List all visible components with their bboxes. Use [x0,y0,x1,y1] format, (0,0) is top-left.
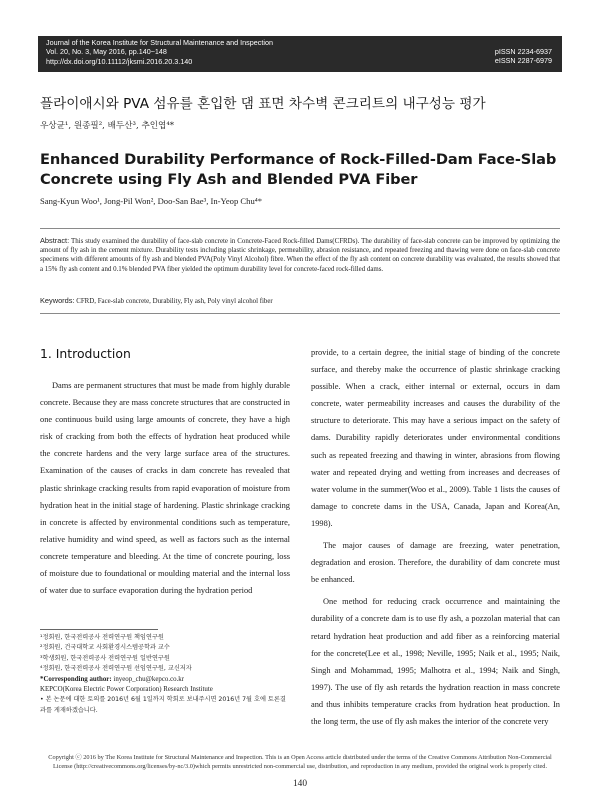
journal-info [46,38,273,66]
body-paragraph: One method for reducing crack occurrence and maintaining the durability of a concrete dam is to use fly ash, a pozzolan material that can retard hydration heat production and add fiber as a reinforcing material for the concrete(Lee et al., 1998; Neville, 1995; Naik et al., 1995; Naik, Singh and Mohammad, 1995; Malhotra et al., 1994; Naik and Singh, 1997). The use of fly ash retards the hydration reaction in mass concrete and thus inhibits temperature cracks from hydration heat production. In the long term, the use of fly ash makes the interior of the concrete very [311,597,560,726]
issn-block [495,47,552,66]
discussion-note: • 본 논문에 대한 토의를 2016년 6월 1일까지 학회로 보내주시면 2016년 7월 호에 토론결과를 게재하겠습니다. [40,696,286,714]
body-paragraph: provide, to a certain degree, the initial stage of binding of the concrete surface, and thereby make the occurrence of plastic shrinkage cracking possible. When a crack, either internal or external, occurs in dam concrete, water permeability increases and causes the durability of the structure to deteriorate. This may have a serious impact on the safety of dams. Durability rapidly deteriorates under environmental conditions such as repeated freezing and thawing in winter, abrasions from flowing water and repeated drying and wetting from increases and decreases of water volume in the summer(Woo et al., 2009). Table 1 lists the causes of damage to concrete dams in the USA, Canada, Japan and Korea(An, 1998). [311,348,560,528]
left-column [40,377,290,599]
body-paragraph: The major causes of damage are freezing, water penetration, degradation and erosion. Therefore, the durability of dam concrete must be enhanced. [311,541,560,585]
english-authors: Sang-Kyun Woo¹, Jong-Pil Won², Doo-San Bae³, In-Yeop Chu⁴* [40,196,263,206]
corresponding-email[interactable]: inyeop_chu@kepco.co.kr [113,675,185,683]
keywords [40,296,560,305]
footnote-4: ⁴정회원, 한국전력공사 전력연구원 선임연구원, 교신저자 [40,665,192,673]
keywords-text: CFRD, Face-slab concrete, Durability, Fly ash, Poly vinyl alcohol fiber [76,298,273,305]
journal-header [38,36,562,72]
abstract [40,236,560,274]
footnotes [40,633,290,716]
copyright-notice: Copyright ⓒ 2016 by The Korea Institute for Structural Maintenance and Inspection. This is an Open Access article distributed under the terms of the Creative Commons Attribution Non-Commercial License (http://creativecommons.org/licenses/by-nc/3.0)which permits unrestricted non-commercial use, distribution, and reproduction in any medium, provided the original work is properly cited. [48,754,552,771]
section-heading: 1. Introduction [40,346,131,361]
corresponding-author [40,675,290,685]
right-column [311,344,560,730]
keywords-label: Keywords: [40,296,75,305]
page-number: 140 [292,779,308,789]
journal-name: Journal of the Korea Institute for Structural Maintenance and Inspection [46,38,273,47]
footnote-2: ²정회원, 건국대학교 사회환경시스템공학과 교수 [40,644,170,652]
footnote-rule [40,629,158,630]
english-title: Enhanced Durability Performance of Rock-Filled-Dam Face-Slab Concrete using Fly Ash and Blended PVA Fiber [40,151,557,188]
footnote-3: ³학생회원, 한국전력공사 전력연구원 일반연구원 [40,654,170,662]
abstract-text: This study examined the durability of face-slab concrete in Concrete-Faced Rock-filled Dams(CFRDs). The durability of face-slab concrete can be improved by optimizing the amount of fly ash in the cement mixture. Durability tests including plastic shrinkage, permeability, abrasion resistance, and repeated freezing and thawing were done on face-slab concrete specimens with different amounts of fly ash and blended PVA(Poly Vinyl Alcohol) fibre. When the effect of the fly ash content on concrete durability was evaluated, the results showed that a 15% fly ash content and 0.1% blended PVA fiber yielded the optimum durability level for concrete-faced rock-filled dams. [40,238,560,273]
pissn: pISSN 2234-6937 [494,47,552,56]
abstract-top-rule [40,228,560,229]
abstract-bottom-rule [40,313,560,314]
affiliation: KEPCO(Korea Electric Power Corporation) Research Institute [40,686,213,694]
footnote-1: ¹정회원, 한국전력공사 전력연구원 책임연구원 [40,634,164,641]
journal-volume: Vol. 20, No. 3, May 2016, pp.140~148 [46,47,167,57]
corresponding-label: *Corresponding author: [40,675,112,683]
body-paragraph: Dams are permanent structures that must be made from highly durable concrete. Because they are mass concrete structures that are constructed in one continuous build using large amounts of concrete, they have a high risk of cracking from both the effects of hydration heat produced while the concrete hardens and the very large surface area of the structures. Examination of the causes of cracks in dam concrete has revealed that plastic shrinkage cracking results from rapid evaporation of moisture from hydration heat in the initial stage of hardening. Plastic shrinkage cracking in concrete is affected by environmental conditions such as temperature, relative humidity and wind speed, as well as factors such as the internal concrete temperature and bleeding. At the time of concrete pouring, loss of moisture due to foundational or moulding material and the internal loss of water due to surface evaporation during the hydration period [40,381,290,596]
korean-title: 플라이애시와 PVA 섬유를 혼입한 댐 표면 차수벽 콘크리트의 내구성능 평가 [40,96,486,112]
journal-doi[interactable]: http://dx.doi.org/10.11112/jksmi.2016.20.3.140 [46,56,193,66]
eissn: eISSN 2287-6979 [494,56,552,66]
abstract-label: Abstract: [40,236,70,245]
korean-authors: 우상균¹, 원종필², 배두산³, 추인엽⁴* [40,121,175,131]
